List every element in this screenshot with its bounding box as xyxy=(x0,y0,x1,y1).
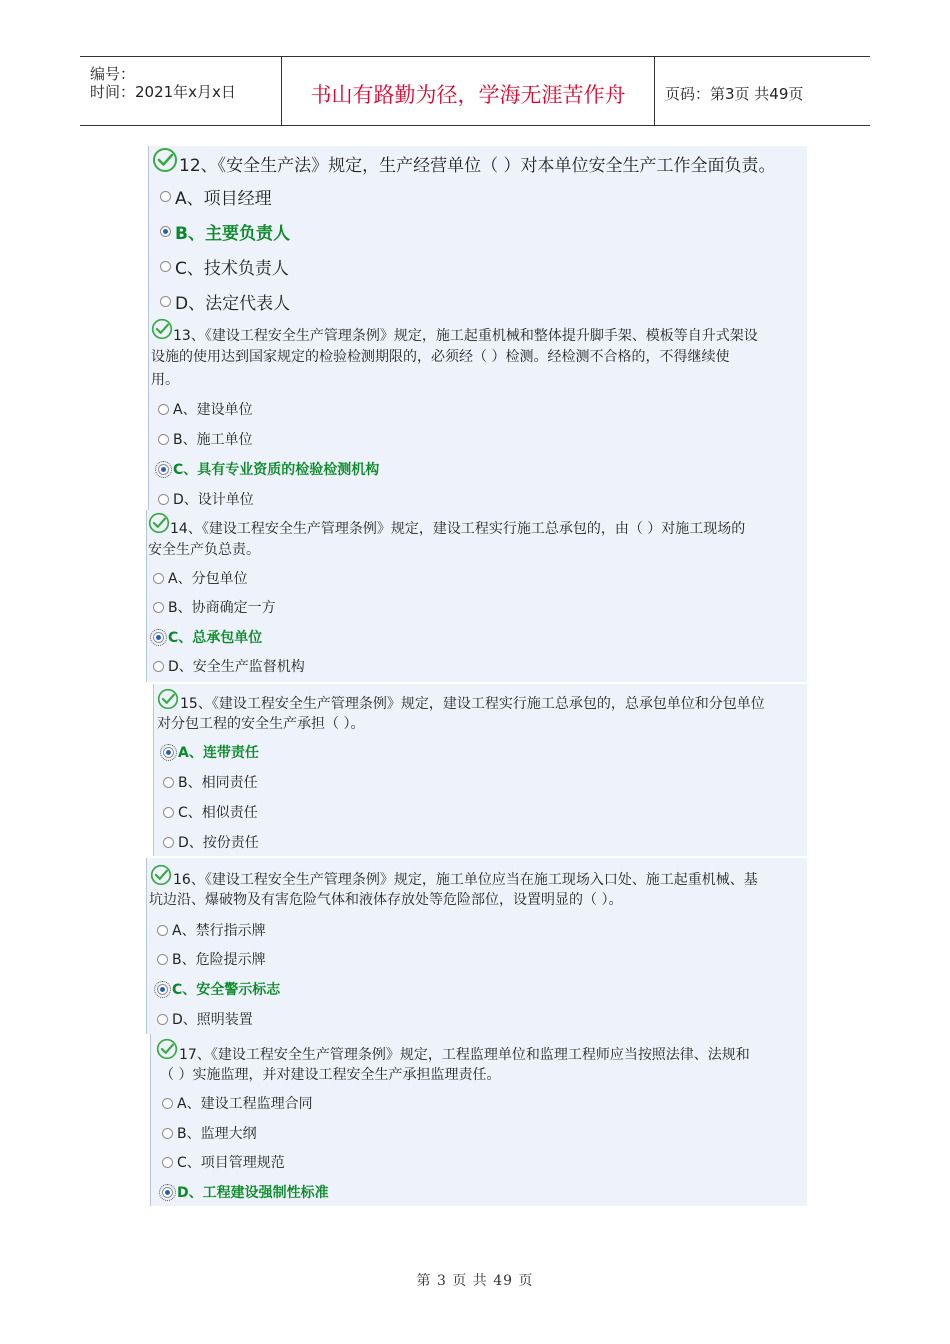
question-text-14-line2: 安全生产负总责。 xyxy=(148,542,260,558)
time-label: 时间：2021年x月x日 xyxy=(90,83,236,101)
radio-icon[interactable] xyxy=(160,226,171,237)
radio-icon[interactable] xyxy=(158,434,169,445)
option-16-c[interactable]: C、安全警示标志 xyxy=(157,979,280,999)
radio-icon[interactable] xyxy=(158,404,169,415)
option-13-b[interactable]: B、施工单位 xyxy=(158,429,253,449)
radio-icon[interactable] xyxy=(162,1157,173,1168)
option-15-d[interactable]: D、按份责任 xyxy=(163,832,259,852)
option-14-c[interactable]: C、总承包单位 xyxy=(153,627,262,647)
radio-icon[interactable] xyxy=(162,1128,173,1139)
question-text-14-line1: 14、《建设工程安全生产管理条例》规定，建设工程实行施工总承包的，由（ ）对施工现场的 xyxy=(170,521,746,537)
number-label: 编号： xyxy=(90,65,136,83)
option-15-c[interactable]: C、相似责任 xyxy=(163,802,258,822)
radio-icon[interactable] xyxy=(157,954,168,965)
radio-icon[interactable] xyxy=(160,261,171,272)
question-text-13-line2: 设施的使用达到国家规定的检验检测期限的，必须经（ ）检测。经检测不合格的，不得继续使 xyxy=(151,349,730,365)
option-13-d[interactable]: D、设计单位 xyxy=(158,489,254,509)
document-header xyxy=(80,56,870,126)
header-motto-cell xyxy=(281,57,655,125)
header-page-cell xyxy=(655,57,870,125)
option-14-a[interactable]: A、分包单位 xyxy=(153,568,248,588)
radio-icon[interactable] xyxy=(160,191,171,202)
question-text-15-line2: 对分包工程的安全生产承担（ ）。 xyxy=(157,716,365,732)
radio-icon[interactable] xyxy=(163,807,174,818)
option-15-a[interactable]: A、连带责任 xyxy=(163,742,259,762)
question-text-16-line2: 坑边沿、爆破物及有害危险气体和液体存放处等危险部位，设置明显的（ ）。 xyxy=(149,892,623,908)
check-circle-icon xyxy=(156,1038,178,1060)
option-12-a[interactable]: A、项目经理 xyxy=(160,184,272,209)
option-13-c[interactable]: C、具有专业资质的检验检测机构 xyxy=(158,459,379,479)
radio-icon[interactable] xyxy=(163,837,174,848)
question-text-12: 12、《安全生产法》规定，生产经营单位（ ）对本单位安全生产工作全面负责。 xyxy=(179,156,776,176)
motto: 书山有路勤为径，学海无涯苦作舟 xyxy=(310,83,626,107)
page-footer: 第 3 页 共 49 页 xyxy=(416,1273,534,1289)
check-circle-icon xyxy=(157,688,179,710)
check-circle-icon xyxy=(150,864,172,886)
option-13-a[interactable]: A、建设单位 xyxy=(158,399,253,419)
option-17-a[interactable]: A、建设工程监理合同 xyxy=(162,1093,313,1113)
option-12-c[interactable]: C、技术负责人 xyxy=(160,254,289,279)
option-14-d[interactable]: D、安全生产监督机构 xyxy=(153,656,305,676)
question-text-16-line1: 16、《建设工程安全生产管理条例》规定，施工单位应当在施工现场入口处、施工起重机械、基 xyxy=(173,872,758,888)
radio-icon[interactable] xyxy=(158,494,169,505)
radio-icon[interactable] xyxy=(160,296,171,307)
question-text-13-line1: 13、《建设工程安全生产管理条例》规定，施工起重机械和整体提升脚手架、模板等自升式架设 xyxy=(173,328,758,344)
radio-icon[interactable] xyxy=(157,925,168,936)
option-15-b[interactable]: B、相同责任 xyxy=(163,772,258,792)
option-17-b[interactable]: B、监理大纲 xyxy=(162,1123,257,1143)
question-text-13-line3: 用。 xyxy=(151,372,179,388)
radio-icon[interactable] xyxy=(153,661,164,672)
option-12-b[interactable]: B、主要负责人 xyxy=(160,219,290,244)
radio-icon[interactable] xyxy=(153,602,164,613)
header-meta-cell xyxy=(80,57,280,125)
question-text-15-line1: 15、《建设工程安全生产管理条例》规定，建设工程实行施工总承包的，总承包单位和分包单位 xyxy=(180,696,765,712)
radio-icon[interactable] xyxy=(157,1014,168,1025)
check-circle-icon xyxy=(152,147,178,173)
radio-icon[interactable] xyxy=(153,632,164,643)
question-text-17-line1: 17、《建设工程安全生产管理条例》规定，工程监理单位和监理工程师应当按照法律、法规和 xyxy=(179,1047,750,1063)
radio-icon[interactable] xyxy=(162,1187,173,1198)
radio-icon[interactable] xyxy=(162,1098,173,1109)
option-17-c[interactable]: C、项目管理规范 xyxy=(162,1152,285,1172)
radio-icon[interactable] xyxy=(163,747,174,758)
radio-icon[interactable] xyxy=(157,984,168,995)
option-14-b[interactable]: B、协商确定一方 xyxy=(153,597,276,617)
radio-icon[interactable] xyxy=(163,777,174,788)
radio-icon[interactable] xyxy=(158,464,169,475)
page-label: 页码：第3页 共49页 xyxy=(665,85,804,103)
option-17-d[interactable]: D、工程建设强制性标准 xyxy=(162,1182,329,1202)
option-12-d[interactable]: D、法定代表人 xyxy=(160,289,290,314)
radio-icon[interactable] xyxy=(153,573,164,584)
option-16-a[interactable]: A、禁行指示牌 xyxy=(157,920,266,940)
option-16-b[interactable]: B、危险提示牌 xyxy=(157,949,266,969)
check-circle-icon xyxy=(151,318,173,340)
option-16-d[interactable]: D、照明装置 xyxy=(157,1009,253,1029)
question-text-17-line2: （ ）实施监理，并对建设工程安全生产承担监理责任。 xyxy=(160,1067,501,1083)
check-circle-icon xyxy=(148,512,170,534)
